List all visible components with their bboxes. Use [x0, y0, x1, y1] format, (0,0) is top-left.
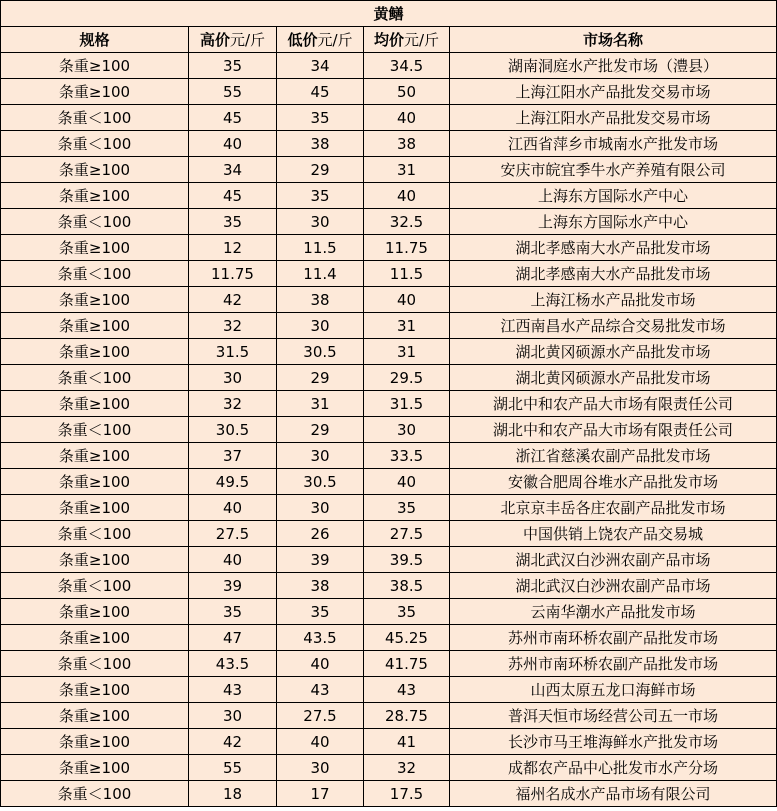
cell-spec: 条重≥100 — [1, 287, 189, 313]
cell-avg: 40 — [364, 183, 450, 209]
cell-spec: 条重≥100 — [1, 235, 189, 261]
cell-avg: 29.5 — [364, 365, 450, 391]
table-row — [1, 573, 777, 599]
cell-low: 30 — [277, 443, 364, 469]
cell-avg: 32.5 — [364, 209, 450, 235]
cell-spec: 条重≥100 — [1, 599, 189, 625]
cell-high: 39 — [189, 573, 277, 599]
table-row — [1, 105, 777, 131]
header-low-unit: 元/斤 — [317, 31, 353, 49]
cell-low: 31 — [277, 391, 364, 417]
cell-market: 普洱天恒市场经营公司五一市场 — [450, 703, 777, 729]
cell-high: 43.5 — [189, 651, 277, 677]
cell-high: 30 — [189, 703, 277, 729]
cell-avg: 35 — [364, 599, 450, 625]
header-high-label: 高价 — [199, 31, 230, 49]
cell-high: 12 — [189, 235, 277, 261]
table-row — [1, 235, 777, 261]
cell-spec: 条重≥100 — [1, 53, 189, 79]
cell-avg: 31 — [364, 339, 450, 365]
table-row — [1, 157, 777, 183]
cell-low: 26 — [277, 521, 364, 547]
cell-low: 11.4 — [277, 261, 364, 287]
cell-avg: 27.5 — [364, 521, 450, 547]
cell-market: 湖北孝感南大水产品批发市场 — [450, 261, 777, 287]
cell-low: 45 — [277, 79, 364, 105]
cell-spec: 条重≥100 — [1, 391, 189, 417]
cell-spec: 条重≥100 — [1, 703, 189, 729]
cell-market: 上海江阳水产品批发交易市场 — [450, 105, 777, 131]
cell-high: 42 — [189, 729, 277, 755]
cell-market: 湖南洞庭水产批发市场（澧县） — [450, 53, 777, 79]
cell-avg: 11.75 — [364, 235, 450, 261]
table-row — [1, 131, 777, 157]
table-row — [1, 469, 777, 495]
cell-spec: 条重＜100 — [1, 573, 189, 599]
cell-low: 35 — [277, 599, 364, 625]
table-row — [1, 755, 777, 781]
cell-high: 35 — [189, 209, 277, 235]
table-row — [1, 417, 777, 443]
cell-low: 17 — [277, 781, 364, 807]
cell-spec: 条重＜100 — [1, 521, 189, 547]
cell-market: 上海江阳水产品批发交易市场 — [450, 79, 777, 105]
header-spec: 规格 — [1, 27, 189, 53]
header-low — [277, 27, 364, 53]
table-row — [1, 599, 777, 625]
table-row — [1, 183, 777, 209]
cell-avg: 32 — [364, 755, 450, 781]
cell-avg: 40 — [364, 469, 450, 495]
cell-low: 38 — [277, 287, 364, 313]
cell-high: 30 — [189, 365, 277, 391]
table-row — [1, 443, 777, 469]
cell-avg: 43 — [364, 677, 450, 703]
cell-market: 成都农产品中心批发市水产分场 — [450, 755, 777, 781]
cell-spec: 条重＜100 — [1, 131, 189, 157]
table-row — [1, 261, 777, 287]
cell-market: 北京京丰岳各庄农副产品批发市场 — [450, 495, 777, 521]
cell-spec: 条重≥100 — [1, 313, 189, 339]
cell-spec: 条重≥100 — [1, 157, 189, 183]
cell-high: 47 — [189, 625, 277, 651]
cell-low: 38 — [277, 573, 364, 599]
cell-market: 湖北中和农产品大市场有限责任公司 — [450, 417, 777, 443]
cell-avg: 39.5 — [364, 547, 450, 573]
cell-spec: 条重＜100 — [1, 209, 189, 235]
cell-avg: 40 — [364, 105, 450, 131]
cell-market: 江西省萍乡市城南水产批发市场 — [450, 131, 777, 157]
table-row — [1, 547, 777, 573]
cell-low: 29 — [277, 157, 364, 183]
cell-high: 42 — [189, 287, 277, 313]
cell-low: 30 — [277, 755, 364, 781]
cell-market: 江西南昌水产品综合交易批发市场 — [450, 313, 777, 339]
cell-low: 43 — [277, 677, 364, 703]
table-row — [1, 625, 777, 651]
cell-avg: 11.5 — [364, 261, 450, 287]
cell-low: 29 — [277, 365, 364, 391]
header-avg — [364, 27, 450, 53]
cell-market: 湖北黄冈硕源水产品批发市场 — [450, 365, 777, 391]
cell-low: 11.5 — [277, 235, 364, 261]
cell-low: 30 — [277, 313, 364, 339]
cell-avg: 34.5 — [364, 53, 450, 79]
cell-low: 30.5 — [277, 339, 364, 365]
cell-high: 49.5 — [189, 469, 277, 495]
cell-low: 35 — [277, 105, 364, 131]
cell-spec: 条重≥100 — [1, 625, 189, 651]
table-row — [1, 313, 777, 339]
cell-low: 30 — [277, 495, 364, 521]
table-row — [1, 53, 777, 79]
table-row — [1, 703, 777, 729]
header-row — [1, 27, 777, 53]
cell-low: 34 — [277, 53, 364, 79]
table-row — [1, 209, 777, 235]
cell-high: 43 — [189, 677, 277, 703]
cell-spec: 条重≥100 — [1, 79, 189, 105]
table-row — [1, 391, 777, 417]
cell-market: 湖北武汉白沙洲农副产品市场 — [450, 573, 777, 599]
cell-spec: 条重＜100 — [1, 417, 189, 443]
table-row — [1, 781, 777, 807]
cell-avg: 28.75 — [364, 703, 450, 729]
cell-low: 40 — [277, 651, 364, 677]
cell-market: 浙江省慈溪农副产品批发市场 — [450, 443, 777, 469]
cell-market: 湖北武汉白沙洲农副产品市场 — [450, 547, 777, 573]
cell-market: 湖北中和农产品大市场有限责任公司 — [450, 391, 777, 417]
cell-high: 37 — [189, 443, 277, 469]
cell-market: 湖北黄冈硕源水产品批发市场 — [450, 339, 777, 365]
cell-spec: 条重＜100 — [1, 781, 189, 807]
title-row — [1, 1, 777, 27]
cell-spec: 条重≥100 — [1, 183, 189, 209]
header-low-label: 低价 — [287, 31, 318, 49]
table-row — [1, 339, 777, 365]
cell-high: 30.5 — [189, 417, 277, 443]
cell-high: 32 — [189, 313, 277, 339]
cell-market: 安庆市皖宜季牛水产养殖有限公司 — [450, 157, 777, 183]
cell-spec: 条重＜100 — [1, 261, 189, 287]
table-row — [1, 365, 777, 391]
cell-avg: 41.75 — [364, 651, 450, 677]
cell-avg: 33.5 — [364, 443, 450, 469]
cell-spec: 条重≥100 — [1, 547, 189, 573]
cell-spec: 条重＜100 — [1, 105, 189, 131]
cell-market: 上海东方国际水产中心 — [450, 183, 777, 209]
header-market: 市场名称 — [450, 27, 777, 53]
cell-spec: 条重≥100 — [1, 677, 189, 703]
header-high — [189, 27, 277, 53]
cell-spec: 条重＜100 — [1, 651, 189, 677]
cell-market: 上海东方国际水产中心 — [450, 209, 777, 235]
cell-high: 34 — [189, 157, 277, 183]
cell-market: 上海江杨水产品批发市场 — [450, 287, 777, 313]
cell-spec: 条重≥100 — [1, 443, 189, 469]
cell-low: 29 — [277, 417, 364, 443]
cell-low: 35 — [277, 183, 364, 209]
table-row — [1, 79, 777, 105]
cell-market: 苏州市南环桥农副产品批发市场 — [450, 651, 777, 677]
cell-low: 43.5 — [277, 625, 364, 651]
cell-market: 安徽合肥周谷堆水产品批发市场 — [450, 469, 777, 495]
cell-avg: 31 — [364, 313, 450, 339]
table-row — [1, 287, 777, 313]
cell-market: 山西太原五龙口海鲜市场 — [450, 677, 777, 703]
cell-low: 30.5 — [277, 469, 364, 495]
cell-avg: 31.5 — [364, 391, 450, 417]
cell-avg: 38 — [364, 131, 450, 157]
header-high-unit: 元/斤 — [229, 31, 266, 49]
cell-avg: 50 — [364, 79, 450, 105]
cell-high: 32 — [189, 391, 277, 417]
cell-market: 中国供销上饶农产品交易城 — [450, 521, 777, 547]
cell-high: 40 — [189, 131, 277, 157]
header-avg-label: 均价 — [373, 31, 404, 49]
cell-high: 31.5 — [189, 339, 277, 365]
cell-high: 18 — [189, 781, 277, 807]
cell-spec: 条重＜100 — [1, 365, 189, 391]
cell-market: 长沙市马王堆海鲜水产批发市场 — [450, 729, 777, 755]
cell-high: 40 — [189, 547, 277, 573]
cell-market: 苏州市南环桥农副产品批发市场 — [450, 625, 777, 651]
cell-high: 45 — [189, 183, 277, 209]
cell-low: 39 — [277, 547, 364, 573]
cell-high: 35 — [189, 53, 277, 79]
header-avg-unit: 元/斤 — [403, 31, 440, 49]
table-row — [1, 495, 777, 521]
table-title: 黄鳝 — [1, 1, 777, 27]
cell-high: 11.75 — [189, 261, 277, 287]
cell-spec: 条重≥100 — [1, 755, 189, 781]
cell-avg: 40 — [364, 287, 450, 313]
cell-avg: 17.5 — [364, 781, 450, 807]
cell-low: 38 — [277, 131, 364, 157]
cell-market: 湖北孝感南大水产品批发市场 — [450, 235, 777, 261]
cell-low: 30 — [277, 209, 364, 235]
cell-market: 云南华潮水产品批发市场 — [450, 599, 777, 625]
cell-avg: 38.5 — [364, 573, 450, 599]
cell-high: 55 — [189, 79, 277, 105]
cell-high: 27.5 — [189, 521, 277, 547]
cell-high: 55 — [189, 755, 277, 781]
cell-spec: 条重≥100 — [1, 495, 189, 521]
table-row — [1, 651, 777, 677]
cell-market: 福州名成水产品市场有限公司 — [450, 781, 777, 807]
table-row — [1, 729, 777, 755]
cell-avg: 31 — [364, 157, 450, 183]
cell-spec: 条重≥100 — [1, 469, 189, 495]
cell-avg: 45.25 — [364, 625, 450, 651]
cell-avg: 41 — [364, 729, 450, 755]
cell-spec: 条重≥100 — [1, 729, 189, 755]
cell-avg: 30 — [364, 417, 450, 443]
cell-avg: 35 — [364, 495, 450, 521]
cell-low: 27.5 — [277, 703, 364, 729]
table-row — [1, 677, 777, 703]
table-row — [1, 521, 777, 547]
cell-low: 40 — [277, 729, 364, 755]
cell-high: 45 — [189, 105, 277, 131]
cell-high: 40 — [189, 495, 277, 521]
cell-spec: 条重≥100 — [1, 339, 189, 365]
cell-high: 35 — [189, 599, 277, 625]
